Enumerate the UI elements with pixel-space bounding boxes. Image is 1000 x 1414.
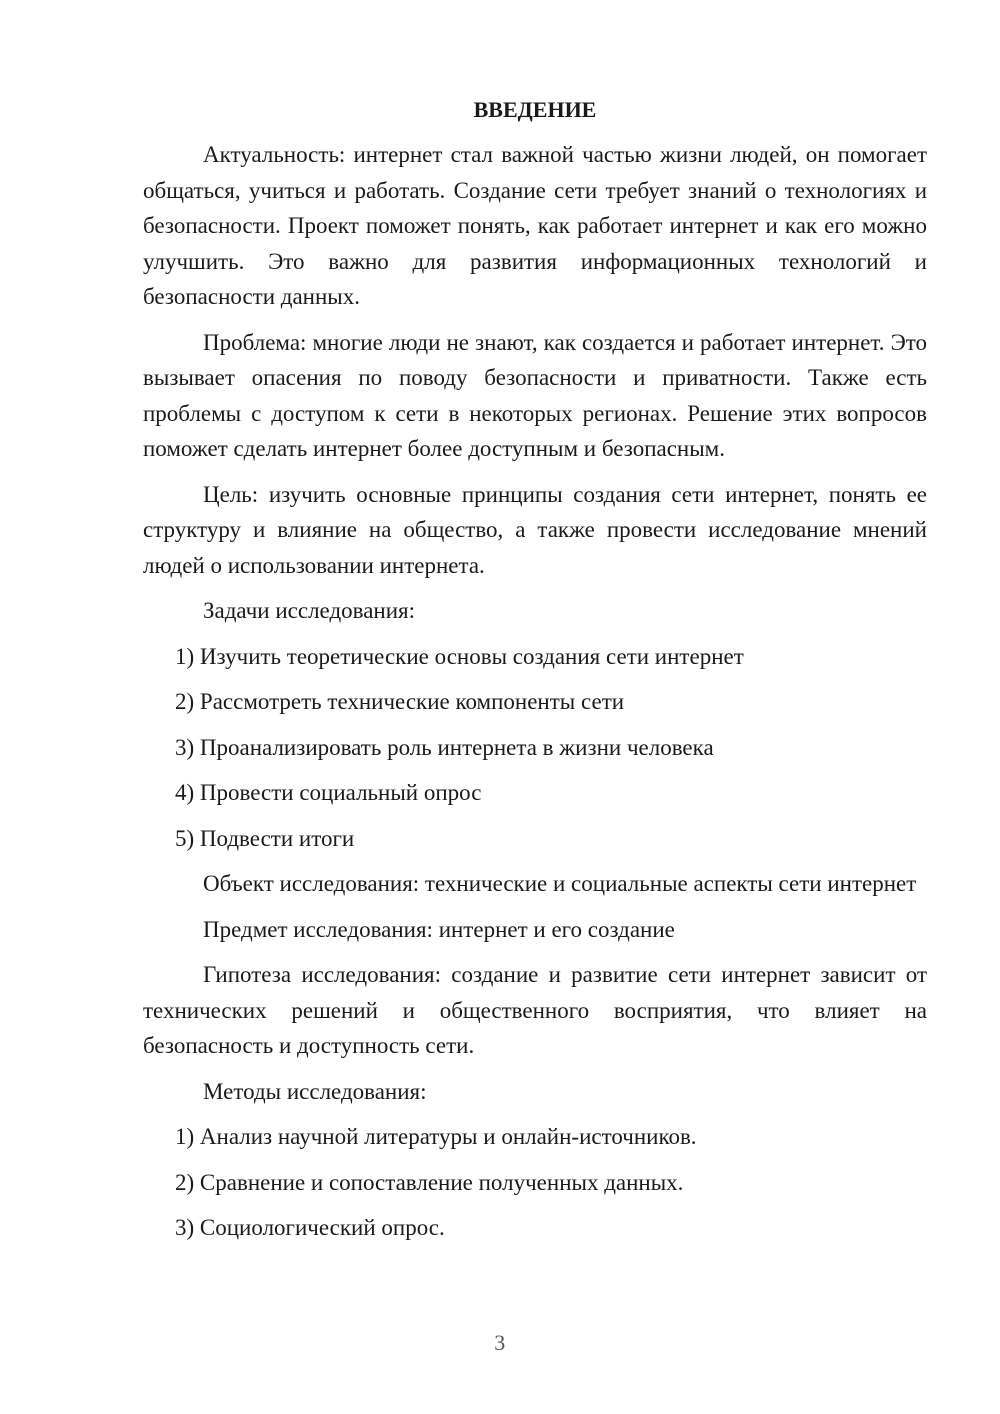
list-item: 5) Подвести итоги xyxy=(175,825,355,851)
list-item: 2) Рассмотреть технические компоненты сети xyxy=(175,689,625,714)
page-content xyxy=(143,92,927,1256)
hypothesis-paragraph: Гипотеза исследования: создание и развитие сети интернет зависит от технических решений и общественного восприятия, что влияет на безопасность и доступность сети. xyxy=(143,962,927,1058)
relevance-paragraph: Актуальность: интернет стал важной частью жизни людей, он помогает общаться, учиться и работать. Создание сети требует знаний о технологиях и безопасности. Проект поможет понять, как работает интернет и как его можно улучшить. Это важно для развития информационных технологий и безопасности данных. xyxy=(143,142,927,309)
list-item: 1) Изучить теоретические основы создания сети интернет xyxy=(175,643,744,669)
tasks-heading: Задачи исследования: xyxy=(203,598,416,623)
page-number: 3 xyxy=(494,1330,506,1355)
problem-paragraph: Проблема: многие люди не знают, как создается и работает интернет. Это вызывает опасения по поводу безопасности и приватности. Также есть проблемы с доступом к сети в некоторых регионах. Решение этих вопросов поможет сделать интернет более доступным и безопасным. xyxy=(143,329,927,461)
list-item: 4) Провести социальный опрос xyxy=(175,780,482,805)
list-item: 1) Анализ научной литературы и онлайн-источников. xyxy=(175,1124,697,1149)
list-item: 3) Проанализировать роль интернета в жизни человека xyxy=(175,734,714,760)
tasks-list xyxy=(143,639,927,857)
subject-paragraph: Предмет исследования: интернет и его создание xyxy=(203,916,675,942)
methods-list xyxy=(143,1119,927,1246)
list-item: 3) Социологический опрос. xyxy=(175,1215,445,1240)
page-title: ВВЕДЕНИЕ xyxy=(473,97,597,122)
object-paragraph: Объект исследования: технические и социальные аспекты сети интернет xyxy=(203,871,917,896)
methods-heading: Методы исследования: xyxy=(203,1078,427,1104)
goal-paragraph: Цель: изучить основные принципы создания сети интернет, понять ее структуру и влияние на общество, а также провести исследование мнений людей о использовании интернета. xyxy=(143,481,927,578)
list-item: 2) Сравнение и сопоставление полученных данных. xyxy=(175,1169,684,1195)
